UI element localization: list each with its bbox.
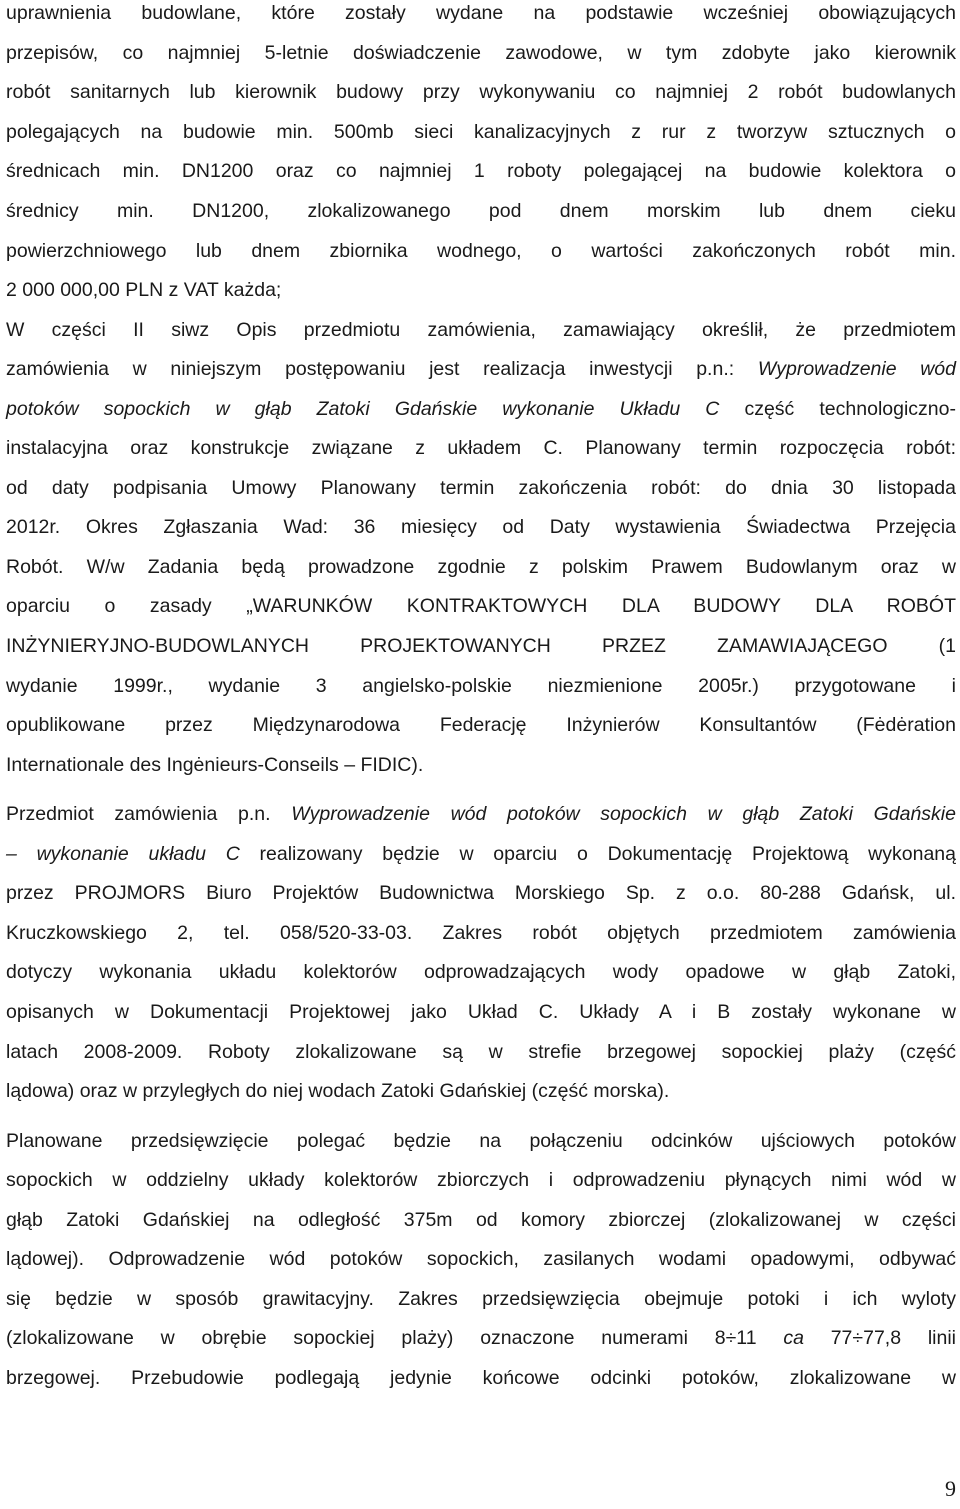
italic-text-segment: – wykonanie układu C xyxy=(6,843,240,865)
text-segment: opublikowane przez Międzynarodowa Federację Inżynierów Konsultantów (Fėdėration xyxy=(6,714,956,736)
text-segment: realizowany będzie w oparciu o Dokumentację Projektową wykonaną xyxy=(239,843,956,865)
text-segment: Robót. W/w Zadania będą prowadzone zgodnie z polskim Prawem Budowlanym oraz w xyxy=(6,556,956,578)
italic-text-segment: ca xyxy=(783,1327,804,1349)
text-line xyxy=(6,1167,956,1193)
text-segment: część technologiczno- xyxy=(719,398,956,420)
text-line xyxy=(6,593,956,619)
text-segment: dotyczy wykonania układu kolektorów odprowadzających wody opadowe w głąb Zatoki, xyxy=(6,961,956,983)
text-line xyxy=(6,920,956,946)
text-segment: sopockich w oddzielny układy kolektorów zbiorczych i odprowadzeniu płynących nimi wód w xyxy=(6,1169,956,1191)
text-line xyxy=(6,158,956,184)
text-segment: Internationale des Ingėnieurs-Conseils – FIDIC). xyxy=(6,754,424,776)
text-line xyxy=(6,1365,956,1391)
text-line xyxy=(6,841,956,867)
text-line xyxy=(6,712,956,738)
text-segment: polegających na budowie min. 500mb sieci kanalizacyjnych z rur z tworzyw sztucznych o xyxy=(6,121,956,143)
text-line xyxy=(6,238,956,264)
text-segment: uprawnienia budowlane, które zostały wydane na podstawie wcześniej obowiązujących xyxy=(6,2,956,24)
text-line xyxy=(6,1078,956,1104)
text-line xyxy=(6,1286,956,1312)
text-segment: instalacyjna oraz konstrukcje związane z układem C. Planowany termin rozpoczęcia robót: xyxy=(6,437,956,459)
text-segment: zamówienia w niniejszym postępowaniu jest realizacja inwestycji p.n.: xyxy=(6,358,758,380)
text-line xyxy=(6,198,956,224)
text-line xyxy=(6,277,956,303)
text-segment: INŻYNIERYJNO-BUDOWLANYCH PROJEKTOWANYCH PRZEZ ZAMAWIAJĄCEGO (1 xyxy=(6,635,956,657)
text-line xyxy=(6,801,956,827)
text-line xyxy=(6,1325,956,1351)
text-segment: lądowej). Odprowadzenie wód potoków sopockich, zasilanych wodami opadowymi, odbywać xyxy=(6,1248,956,1270)
text-segment: średnicach min. DN1200 oraz co najmniej 1 roboty polegającej na budowie kolektora o xyxy=(6,160,956,182)
text-line xyxy=(6,673,956,699)
text-line xyxy=(6,1039,956,1065)
text-segment: przez PROJMORS Biuro Projektów Budownictwa Morskiego Sp. z o.o. 80-288 Gdańsk, ul. xyxy=(6,882,956,904)
italic-text-segment: Wyprowadzenie wód xyxy=(757,358,956,380)
text-segment: średnicy min. DN1200, zlokalizowanego pod dnem morskim lub dnem cieku xyxy=(6,200,956,222)
text-line xyxy=(6,475,956,501)
text-line xyxy=(6,317,956,343)
text-segment: 77÷77,8 linii xyxy=(803,1327,957,1349)
text-segment: 2 000 000,00 PLN z VAT każda; xyxy=(6,279,282,301)
text-segment: (zlokalizowane w obrębie sopockiej plaży) oznaczone numerami 8÷11 xyxy=(6,1327,784,1349)
text-segment: robót sanitarnych lub kierownik budowy przy wykonywaniu co najmniej 2 robót budowlanych xyxy=(6,81,956,103)
text-line xyxy=(6,356,956,382)
text-segment: Przedmiot zamówienia p.n. xyxy=(6,803,292,825)
italic-text-segment: Wyprowadzenie wód potoków sopockich w głąb Zatoki Gdańskie xyxy=(291,803,956,825)
text-segment: W części II siwz Opis przedmiotu zamówienia, zamawiający określił, że przedmiotem xyxy=(6,319,956,341)
text-segment: powierzchniowego lub dnem zbiornika wodnego, o wartości zakończonych robót min. xyxy=(6,240,956,262)
text-segment: przepisów, co najmniej 5-letnie doświadczenie zawodowe, w tym zdobyte jako kierownik xyxy=(6,42,956,64)
text-line xyxy=(6,119,956,145)
text-line xyxy=(6,79,956,105)
text-line xyxy=(6,880,956,906)
italic-text-segment: potoków sopockich w głąb Zatoki Gdańskie wykonanie Układu C xyxy=(6,398,720,420)
text-line xyxy=(6,1246,956,1272)
text-segment: Kruczkowskiego 2, tel. 058/520-33-03. Zakres robót objętych przedmiotem zamówienia xyxy=(6,922,956,944)
text-line xyxy=(6,633,956,659)
text-line xyxy=(6,959,956,985)
text-line xyxy=(6,1207,956,1233)
text-segment: lądowa) oraz w przyległych do niej wodach Zatoki Gdańskiej (część morska). xyxy=(6,1080,670,1102)
text-line xyxy=(6,40,956,66)
text-line xyxy=(6,396,956,422)
text-line xyxy=(6,0,956,26)
text-segment: oparciu o zasady „WARUNKÓW KONTRAKTOWYCH DLA BUDOWY DLA ROBÓT xyxy=(6,595,956,617)
text-line xyxy=(6,554,956,580)
text-line xyxy=(6,999,956,1025)
text-segment: głąb Zatoki Gdańskiej na odległość 375m od komory zbiorczej (zlokalizowanej w części xyxy=(6,1209,956,1231)
page-number: 9 xyxy=(945,1476,956,1501)
text-segment: wydanie 1999r., wydanie 3 angielsko-polskie niezmienione 2005r.) przygotowane i xyxy=(6,675,956,697)
text-segment: 2012r. Okres Zgłaszania Wad: 36 miesięcy od Daty wystawienia Świadectwa Przejęcia xyxy=(6,516,956,538)
text-line xyxy=(6,752,956,778)
text-segment: od daty podpisania Umowy Planowany termin zakończenia robót: do dnia 30 listopada xyxy=(6,477,956,499)
text-segment: się będzie w sposób grawitacyjny. Zakres przedsięwzięcia obejmuje potoki i ich wyloty xyxy=(6,1288,956,1310)
text-segment: opisanych w Dokumentacji Projektowej jako Układ C. Układy A i B zostały wykonane w xyxy=(6,1001,956,1023)
text-segment: Planowane przedsięwzięcie polegać będzie na połączeniu odcinków ujściowych potoków xyxy=(6,1130,956,1152)
text-line xyxy=(6,435,956,461)
text-segment: latach 2008-2009. Roboty zlokalizowane są w strefie brzegowej sopockiej plaży (część xyxy=(6,1041,956,1063)
text-line xyxy=(6,514,956,540)
text-line xyxy=(6,1128,956,1154)
text-segment: brzegowej. Przebudowie podlegają jedynie końcowe odcinki potoków, zlokalizowane w xyxy=(6,1367,956,1389)
